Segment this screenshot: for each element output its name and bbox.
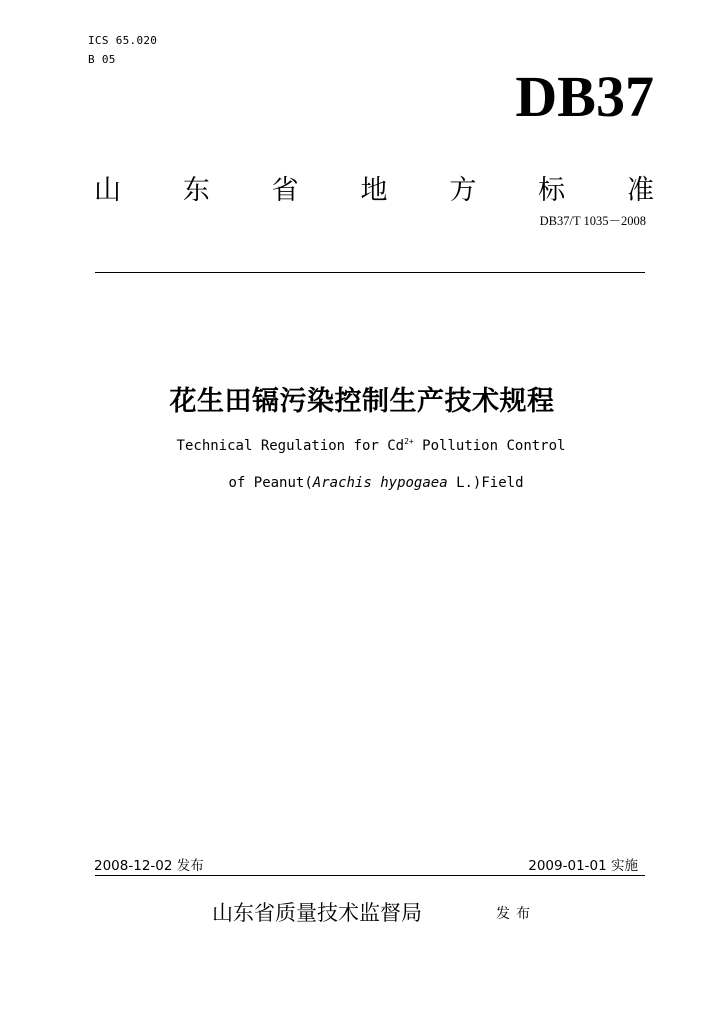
standard-type-char: 山 [94,175,121,206]
scientific-name: Arachis hypogaea [312,475,448,491]
chinese-title: 花生田镉污染控制生产技术规程 [169,386,555,417]
standard-type-char: 地 [360,175,388,206]
standard-type-title [94,168,654,207]
implementation-date: 2009-01-01 实施 [528,858,638,874]
english-title-text: L.)Field [447,475,524,491]
classification-code: B 05 [88,53,116,66]
release-label: 发布 [496,906,536,922]
standard-type-char: 省 [271,175,299,206]
english-title-text: Pollution Control [413,438,566,454]
issue-date: 2008-12-02 发布 [94,858,204,874]
ics-code: ICS 65.020 [88,34,158,47]
english-title-text: Technical Regulation for Cd [176,438,405,454]
english-title-line-2 [0,475,724,491]
english-title-line-1 [0,437,724,454]
superscript-charge: 2+ [404,437,414,446]
standard-type-char: 方 [449,175,477,206]
db-logo: DB37 [515,64,654,129]
standard-type-char: 标 [538,175,566,206]
standard-type-char: 准 [626,175,654,206]
footer-divider [95,875,645,876]
standard-number: DB37/T 1035－2008 [539,214,646,228]
header-divider [95,272,645,273]
english-title-text: of Peanut( [228,475,313,491]
issuing-authority: 山东省质量技术监督局 [212,901,422,925]
standard-type-char: 东 [182,175,210,206]
